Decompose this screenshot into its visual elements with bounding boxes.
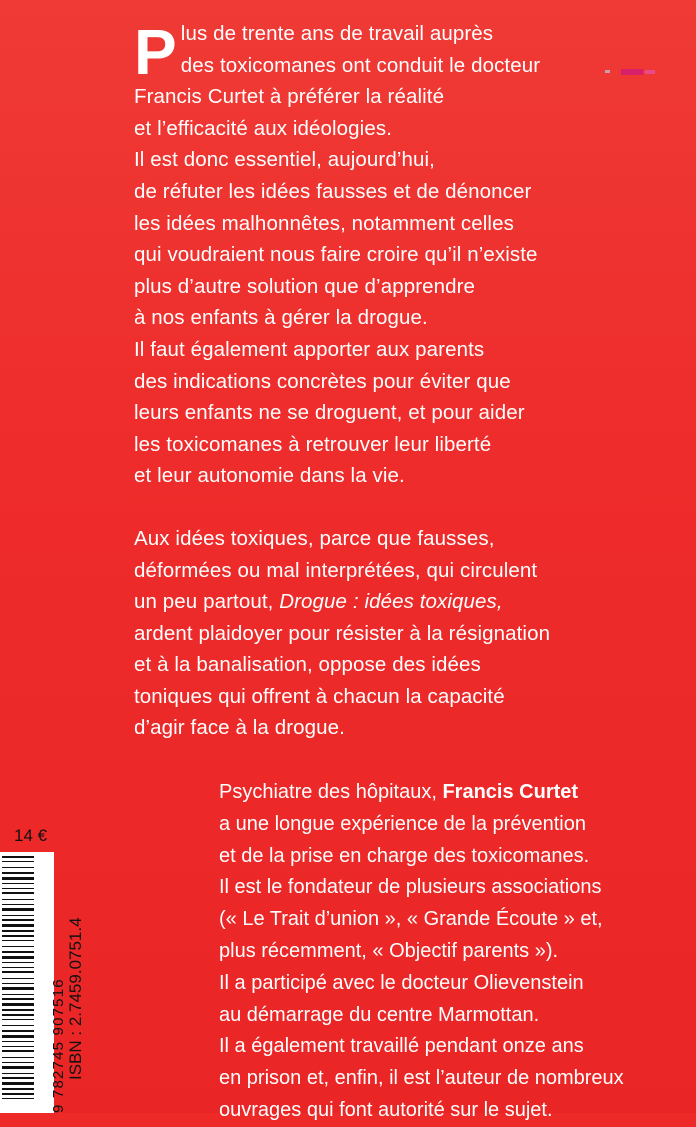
summary-line-prefix: un peu partout, [134, 590, 280, 614]
barcode-bar [2, 861, 34, 862]
summary-line: ardent plaidoyer pour résister à la résignation [134, 621, 551, 645]
barcode-bar [2, 1046, 34, 1047]
barcode-bar [2, 978, 34, 979]
barcode-bar [2, 956, 34, 959]
barcode-bar [2, 1019, 34, 1020]
bio-line: en prison et, enfin, il est l’auteur de nombreux [219, 1067, 624, 1090]
barcode-bar [2, 962, 34, 963]
barcode-bars [0, 852, 54, 1113]
decorative-marks [605, 68, 657, 76]
author-name: Francis Curtet [442, 781, 579, 803]
barcode-bar [2, 971, 34, 973]
book-title: Drogue : idées toxiques, [279, 590, 503, 614]
barcode-bar [2, 1098, 34, 1099]
barcode-bar [2, 924, 34, 927]
summary-line: qui voudraient nous faire croire qu’il n’existe [134, 243, 538, 267]
bio-line: et de la prise en charge des toxicomanes. [219, 844, 590, 867]
barcode-bar [2, 1041, 34, 1042]
barcode-bar [2, 1035, 34, 1038]
barcode-bar [2, 946, 34, 947]
summary-paragraph-1 [134, 18, 604, 492]
summary-line: Francis Curtet à préférer la réalité [134, 85, 445, 109]
summary-line: les toxicomanes à retrouver leur liberté [134, 432, 492, 456]
summary-paragraph-2 [134, 523, 604, 744]
bio-line-prefix: Psychiatre des hôpitaux, [219, 781, 443, 803]
summary-line: les idées malhonnêtes, notamment celles [134, 211, 514, 235]
barcode-bar [2, 899, 34, 900]
barcode-bar [2, 892, 34, 894]
barcode-bar [2, 1057, 34, 1058]
barcode-bar [2, 1082, 34, 1085]
barcode-bar [2, 915, 34, 916]
barcode [0, 852, 54, 1113]
barcode-bar [2, 987, 34, 990]
barcode-number: 9 782745 907516 [50, 978, 67, 1113]
bio-line: a une longue expérience de la prévention [219, 812, 586, 835]
barcode-bar [2, 1066, 34, 1069]
bio-line: au démarrage du centre Marmottan. [219, 1003, 540, 1026]
barcode-bar [2, 1062, 34, 1063]
barcode-bar [2, 1050, 34, 1052]
bio-line: (« Le Trait d’union », « Grande Écoute » et, [219, 908, 603, 931]
barcode-bar [2, 919, 34, 921]
barcode-bar [2, 908, 34, 911]
summary-line: et l’efficacité aux idéologies. [134, 116, 392, 140]
barcode-bar [2, 983, 34, 984]
barcode-bar [2, 930, 34, 932]
bio-line [219, 777, 689, 809]
barcode-bar [2, 1093, 34, 1095]
barcode-bar [2, 1073, 34, 1074]
bio-line: Il est le fondateur de plusieurs associations [219, 876, 602, 899]
barcode-bar [2, 994, 34, 995]
barcode-bar [2, 872, 34, 874]
summary-line: à nos enfants à gérer la drogue. [134, 306, 428, 330]
summary-text [134, 18, 604, 744]
barcode-bar [2, 998, 34, 1000]
bio-line: Il a également travaillé pendant onze ans [219, 1035, 584, 1058]
barcode-bar [2, 1003, 34, 1006]
barcode-bar [2, 904, 34, 905]
isbn-label: ISBN : 2.7459.0751.4 [66, 917, 85, 1080]
drop-cap: P [134, 16, 177, 88]
summary-line: toniques qui offrent à chacun la capacité [134, 684, 505, 708]
summary-line: Aux idées toxiques, parce que fausses, [134, 526, 495, 550]
price-label: 14 € [14, 826, 48, 845]
barcode-bar [2, 1025, 34, 1026]
bio-line: ouvrages qui font autorité sur le sujet. [219, 1098, 553, 1121]
author-bio [219, 777, 689, 1127]
summary-line: Il est donc essentiel, aujourd’hui, [134, 148, 435, 172]
summary-line: lus de trente ans de travail auprès [180, 22, 494, 45]
barcode-bar [2, 877, 34, 880]
summary-line: de réfuter les idées fausses et de dénoncer [134, 179, 532, 203]
summary-line: et à la banalisation, oppose des idées [134, 653, 481, 677]
summary-line: des toxicomanes ont conduit le docteur [180, 53, 541, 77]
bio-paragraph [219, 777, 689, 1127]
barcode-bar [2, 940, 34, 941]
summary-line: leurs enfants ne se droguent, et pour aider [134, 401, 525, 425]
summary-line: et leur autonomie dans la vie. [134, 464, 405, 488]
bio-line: Il a participé avec le docteur Olievenstein [219, 971, 584, 994]
barcode-bar [2, 888, 34, 889]
barcode-bar [2, 867, 34, 868]
summary-line: déformées ou mal interprétées, qui circulent [134, 558, 538, 582]
barcode-bar [2, 1077, 34, 1079]
summary-line [134, 586, 604, 618]
summary-line: d’agir face à la drogue. [134, 716, 345, 740]
summary-line: plus d’autre solution que d’apprendre [134, 274, 476, 298]
barcode-bar [2, 967, 34, 968]
barcode-bar [2, 951, 34, 953]
bio-line: plus récemment, « Objectif parents »). [219, 939, 559, 962]
barcode-bar [2, 856, 34, 858]
barcode-bar [2, 935, 34, 937]
barcode-bar [2, 883, 34, 884]
barcode-bar [2, 1030, 34, 1032]
barcode-bar [2, 1009, 34, 1011]
barcode-bar [2, 1088, 34, 1090]
summary-line: Il faut également apporter aux parents [134, 337, 485, 361]
barcode-bar [2, 1014, 34, 1016]
summary-line: des indications concrètes pour éviter que [134, 369, 511, 393]
